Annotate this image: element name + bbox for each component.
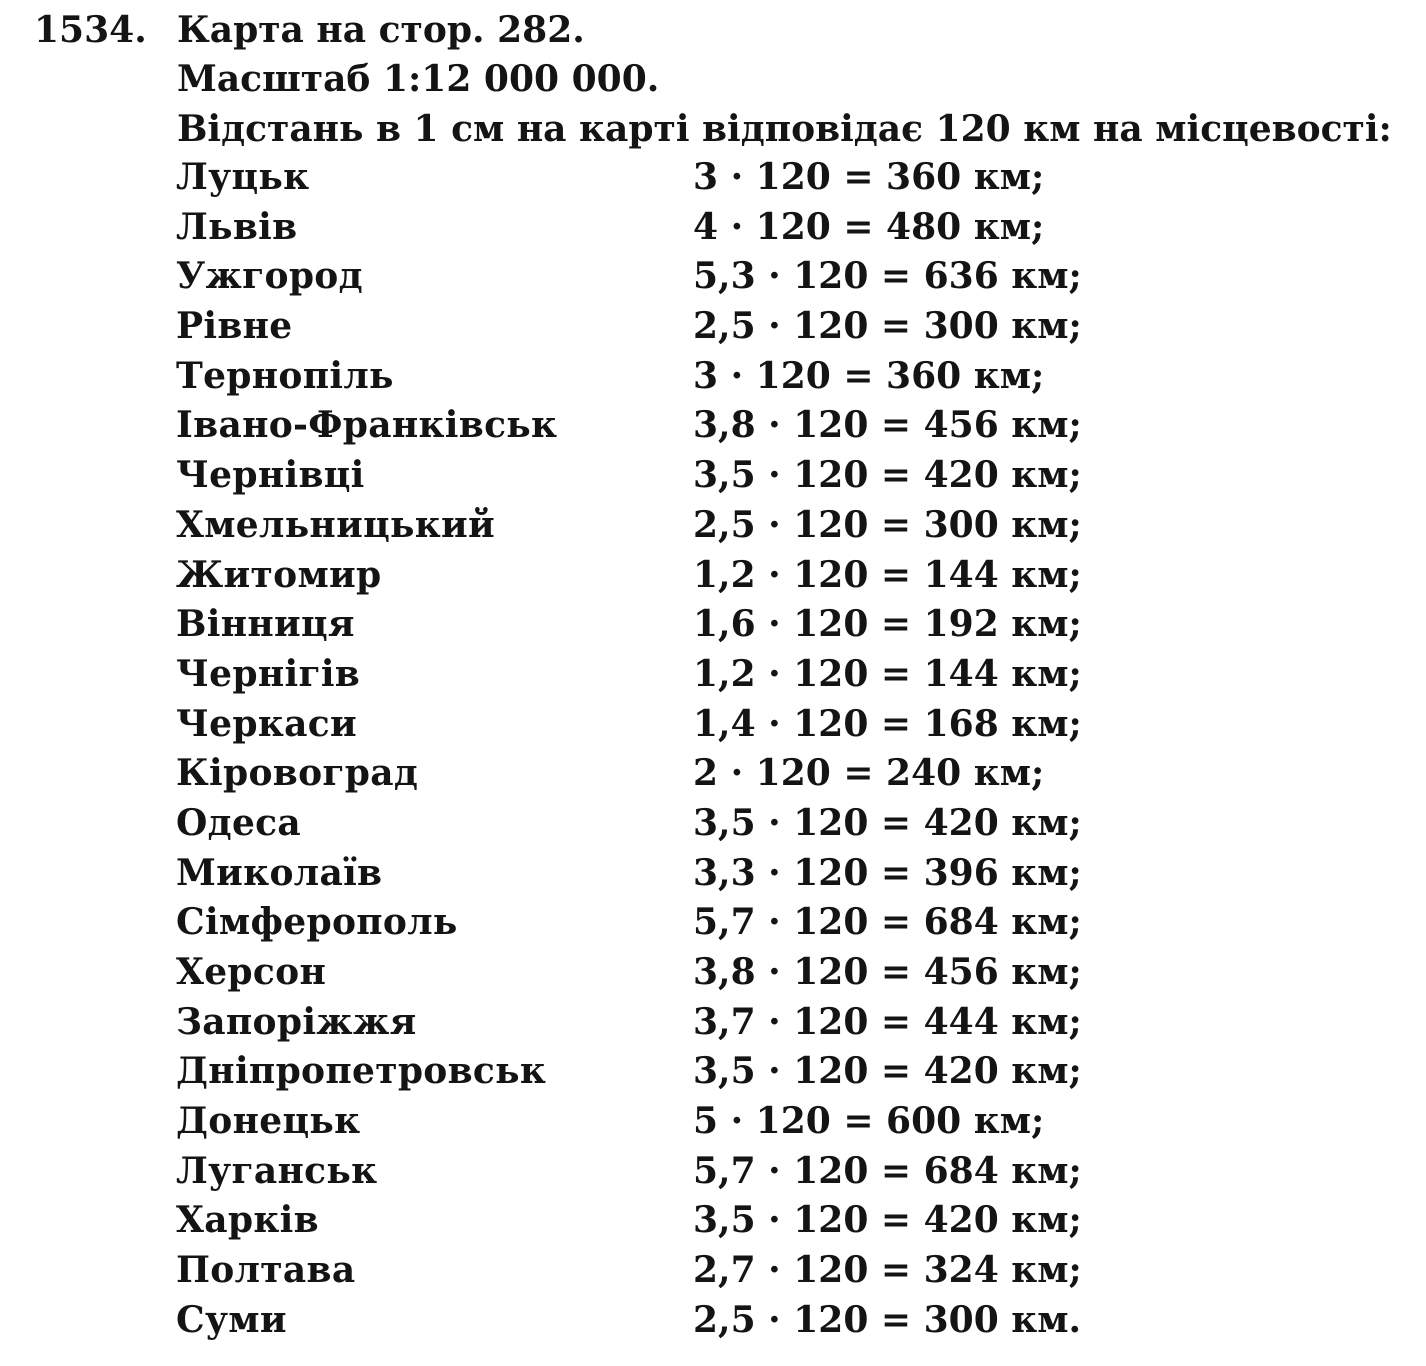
distance-calculation: 3 · 120 = 360 км; bbox=[693, 156, 1045, 198]
city-name: Чернівці bbox=[176, 454, 365, 497]
city-name: Житомир bbox=[176, 553, 382, 596]
distance-row bbox=[0, 948, 1426, 998]
distance-calculation: 3,8 · 120 = 456 км; bbox=[693, 951, 1082, 993]
distance-calculation: 5,7 · 120 = 684 км; bbox=[693, 901, 1082, 944]
city-name: Тернопіль bbox=[176, 354, 394, 397]
distance-row bbox=[0, 302, 1426, 352]
city-name: Хмельницький bbox=[176, 503, 496, 546]
distance-calculation: 1,2 · 120 = 144 км; bbox=[693, 553, 1082, 596]
city-name: Кіровоград bbox=[176, 752, 419, 795]
distance-calculation: 3,5 · 120 = 420 км; bbox=[693, 454, 1082, 497]
distance-row bbox=[0, 252, 1426, 302]
distance-row bbox=[0, 1246, 1426, 1296]
city-name: Миколаїв bbox=[176, 851, 383, 894]
distance-row bbox=[0, 352, 1426, 402]
distance-row bbox=[0, 401, 1426, 451]
distance-calculation: 3,5 · 120 = 420 км; bbox=[693, 1050, 1082, 1093]
distance-row bbox=[0, 451, 1426, 501]
city-name: Суми bbox=[176, 1298, 287, 1341]
distance-row bbox=[0, 501, 1426, 551]
city-name: Вінниця bbox=[176, 603, 355, 646]
city-name: Івано-Франківськ bbox=[176, 404, 558, 447]
distance-calculation: 3 · 120 = 360 км; bbox=[693, 354, 1045, 397]
distance-row bbox=[0, 1047, 1426, 1097]
city-name: Херсон bbox=[176, 951, 327, 993]
distance-calculation: 5,7 · 120 = 684 км; bbox=[693, 1149, 1082, 1192]
distance-row bbox=[0, 1097, 1426, 1147]
distance-calculation: 1,2 · 120 = 144 км; bbox=[693, 652, 1082, 695]
distance-row bbox=[0, 749, 1426, 799]
city-name: Полтава bbox=[176, 1249, 356, 1292]
city-name: Донецьк bbox=[176, 1100, 361, 1143]
distance-row bbox=[0, 898, 1426, 948]
city-name: Запоріжжя bbox=[176, 1000, 417, 1043]
city-name: Чернігів bbox=[176, 652, 361, 695]
distance-row bbox=[0, 650, 1426, 700]
scale-line: Масштаб 1:12 000 000. bbox=[177, 58, 660, 100]
distance-row bbox=[0, 551, 1426, 601]
distance-row bbox=[0, 153, 1426, 203]
distance-row bbox=[0, 849, 1426, 899]
distance-calculation: 2,5 · 120 = 300 км; bbox=[693, 503, 1082, 546]
distance-list bbox=[0, 153, 1426, 1346]
distance-calculation: 2 · 120 = 240 км; bbox=[693, 752, 1045, 795]
city-name: Львів bbox=[176, 205, 298, 248]
distance-calculation: 3,5 · 120 = 420 км; bbox=[693, 1199, 1082, 1242]
distance-calculation: 1,4 · 120 = 168 км; bbox=[693, 702, 1082, 745]
distance-row bbox=[0, 600, 1426, 650]
distance-calculation: 5 · 120 = 600 км; bbox=[693, 1100, 1045, 1143]
distance-calculation: 4 · 120 = 480 км; bbox=[693, 205, 1045, 248]
scale-explanation: Відстань в 1 см на карті відповідає 120 км на місцевості: bbox=[177, 108, 1392, 150]
distance-row bbox=[0, 203, 1426, 253]
distance-row bbox=[0, 1147, 1426, 1197]
city-name: Дніпропетровськ bbox=[176, 1050, 547, 1093]
city-name: Ужгород bbox=[176, 255, 363, 298]
distance-calculation: 3,7 · 120 = 444 км; bbox=[693, 1000, 1082, 1043]
city-name: Одеса bbox=[176, 801, 302, 844]
distance-row bbox=[0, 700, 1426, 750]
city-name: Луганськ bbox=[176, 1149, 378, 1192]
distance-calculation: 2,5 · 120 = 300 км; bbox=[693, 305, 1082, 348]
distance-calculation: 3,8 · 120 = 456 км; bbox=[693, 404, 1082, 447]
distance-calculation: 2,7 · 120 = 324 км; bbox=[693, 1249, 1082, 1292]
distance-calculation: 1,6 · 120 = 192 км; bbox=[693, 603, 1082, 646]
distance-calculation: 5,3 · 120 = 636 км; bbox=[693, 255, 1082, 298]
city-name: Луцьк bbox=[176, 156, 310, 198]
distance-calculation: 2,5 · 120 = 300 км. bbox=[693, 1298, 1082, 1341]
city-name: Харків bbox=[176, 1199, 319, 1242]
city-name: Рівне bbox=[176, 305, 293, 348]
city-name: Черкаси bbox=[176, 702, 357, 745]
distance-row bbox=[0, 998, 1426, 1048]
distance-row bbox=[0, 799, 1426, 849]
distance-row bbox=[0, 1296, 1426, 1346]
distance-calculation: 3,5 · 120 = 420 км; bbox=[693, 801, 1082, 844]
distance-calculation: 3,3 · 120 = 396 км; bbox=[693, 851, 1082, 894]
map-reference: Карта на стор. 282. bbox=[177, 9, 585, 51]
city-name: Сімферополь bbox=[176, 901, 458, 944]
distance-row bbox=[0, 1196, 1426, 1246]
problem-number: 1534. bbox=[34, 9, 147, 51]
